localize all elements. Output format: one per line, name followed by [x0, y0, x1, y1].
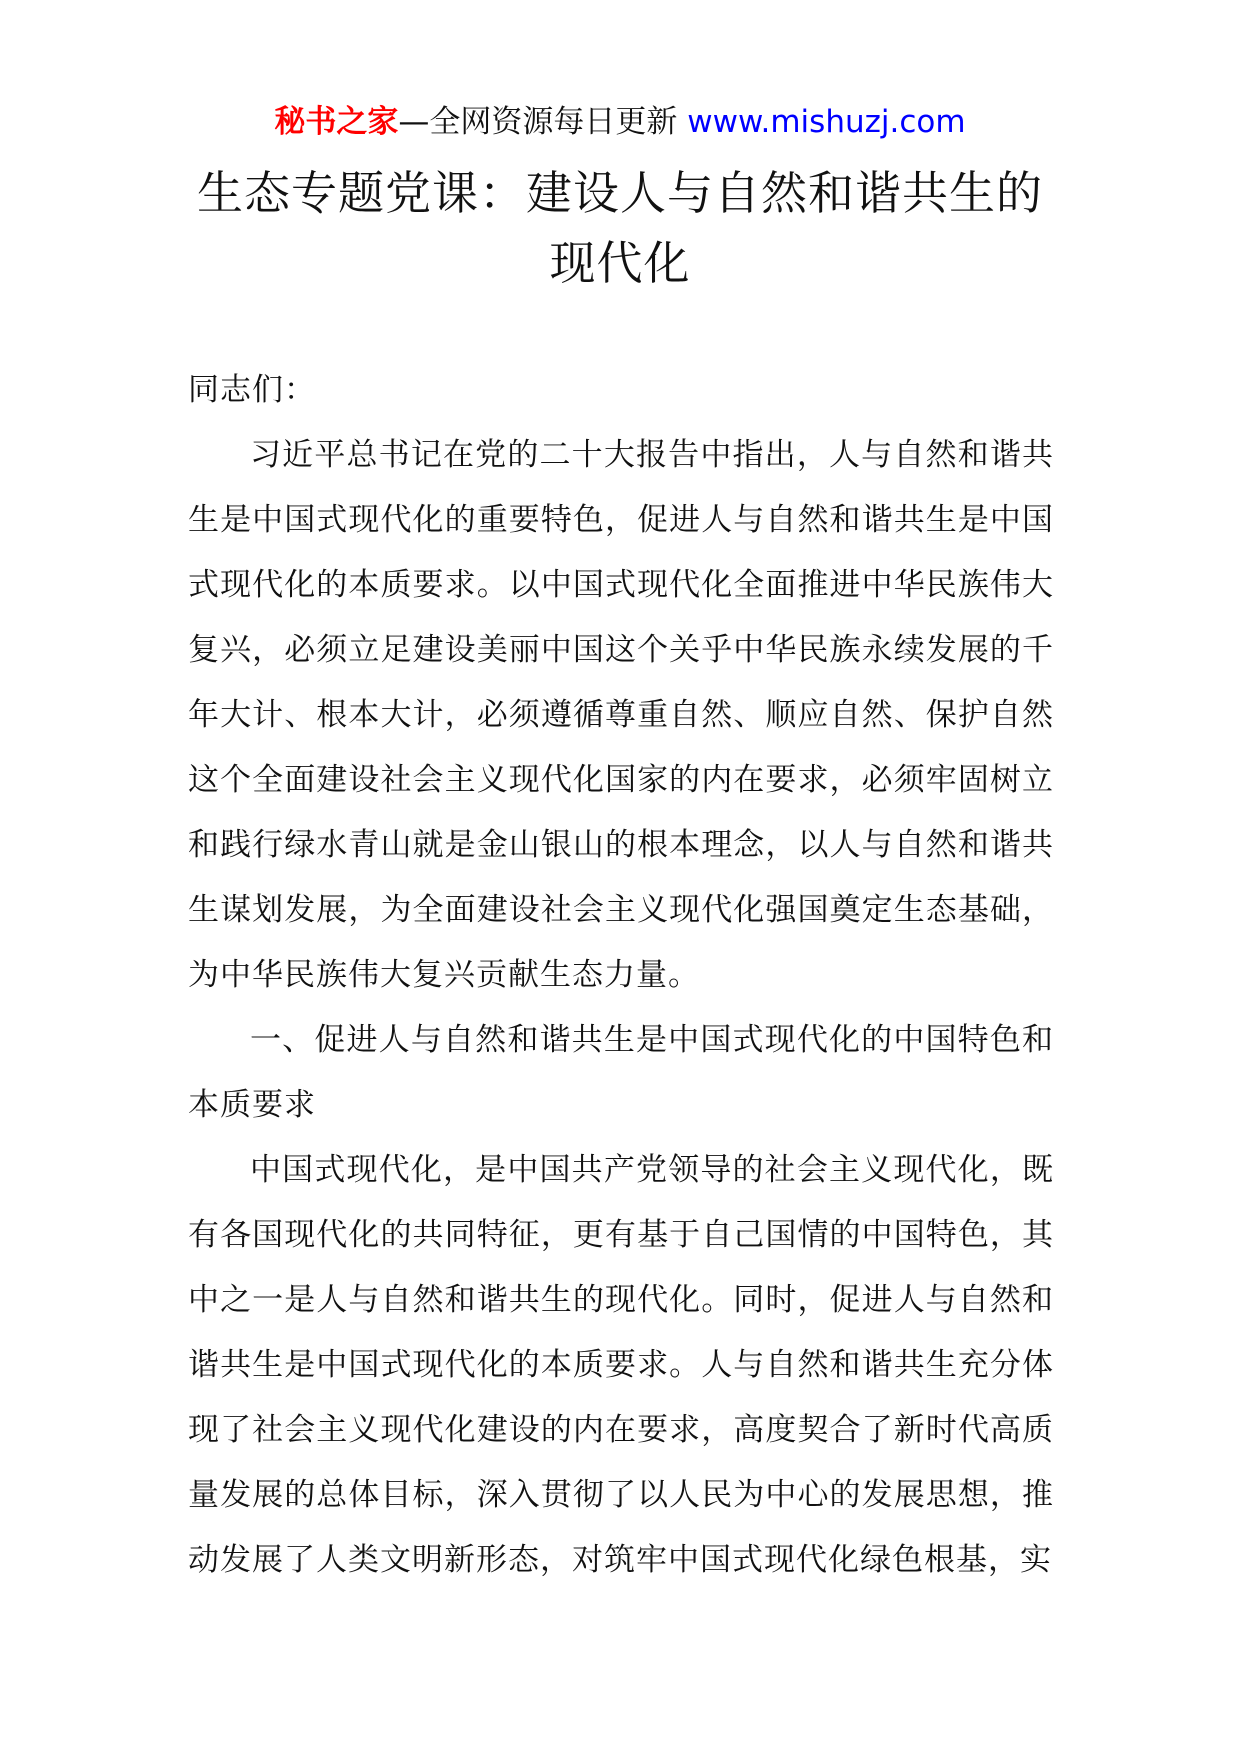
header-tagline: —全网资源每日更新 — [398, 104, 678, 140]
document-body — [188, 358, 1054, 1593]
body-paragraph: 习近平总书记在党的二十大报告中指出，人与自然和谐共生是中国式现代化的重要特色，促进人与自然和谐共生是中国式现代化的本质要求。以中国式现代化全面推进中华民族伟大复兴，必须立足建设美丽中国这个关乎中华民族永续发展的千年大计、根本大计，必须遵循尊重自然、顺应自然、保护自然这个全面建设社会主义现代化国家的内在要求，必须牢固树立和践行绿水青山就是金山银山的根本理念，以人与自然和谐共生谋划发展，为全面建设社会主义现代化强国奠定生态基础，为中华民族伟大复兴贡献生态力量。 — [188, 437, 1054, 993]
document-title: 生态专题党课：建设人与自然和谐共生的现代化 — [197, 166, 1043, 290]
salutation: 同志们： — [188, 372, 316, 408]
section-heading: 一、促进人与自然和谐共生是中国式现代化的中国特色和本质要求 — [188, 1022, 1054, 1123]
site-header — [0, 100, 1240, 144]
body-paragraph: 中国式现代化，是中国共产党领导的社会主义现代化，既有各国现代化的共同特征，更有基于自己国情的中国特色，其中之一是人与自然和谐共生的现代化。同时，促进人与自然和谐共生是中国式现代化的本质要求。人与自然和谐共生充分体现了社会主义现代化建设的内在要求，高度契合了新时代高质量发展的总体目标，深入贯彻了以人民为中心的发展思想，推动发展了人类文明新形态，对筑牢中国式现代化绿色根基，实 — [188, 1152, 1054, 1578]
site-url-link[interactable]: www.mishuzj.com — [687, 104, 966, 140]
brand-name: 秘书之家 — [274, 104, 399, 140]
